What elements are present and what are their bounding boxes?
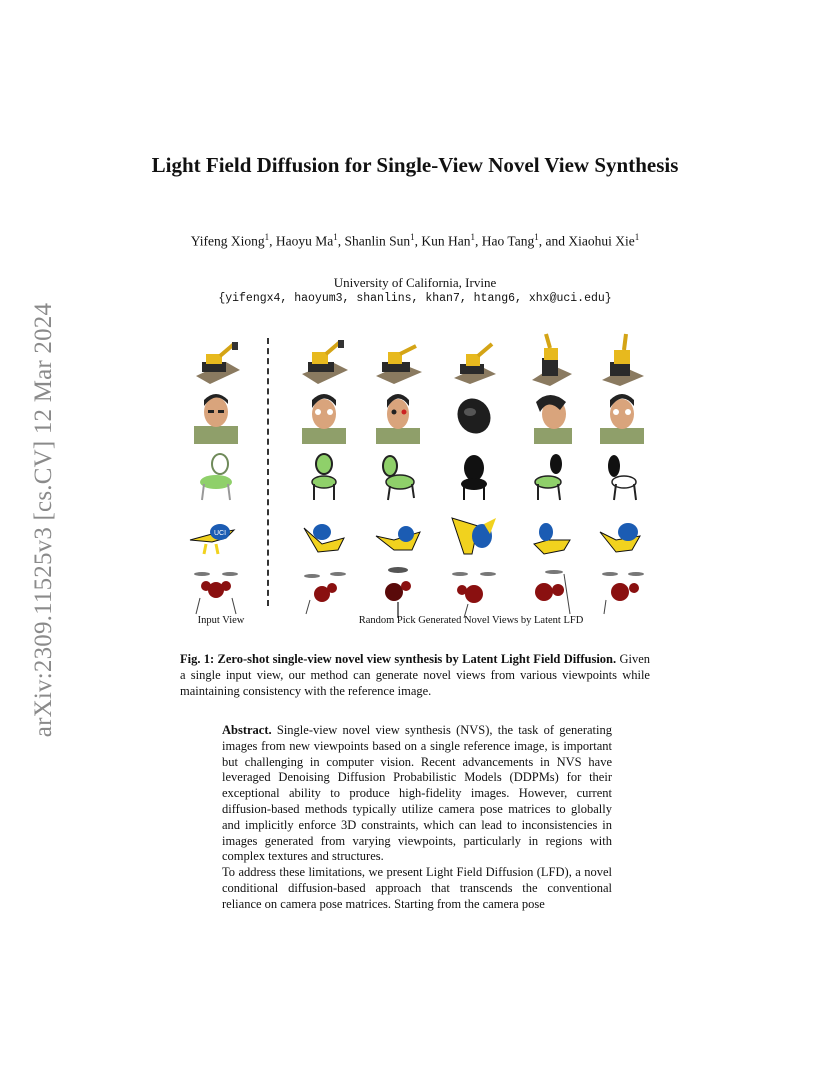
author-name: Xiaohui Xie xyxy=(568,233,635,249)
chair-view-image xyxy=(372,450,424,506)
abstract-text: To address these limitations, we present Light Field Diffusion (LFD), a novel conditional diffusion-based approach that transcends the conventional reliance on camera pose matrices. Starting from the camera pose xyxy=(222,865,612,911)
portrait-view-image xyxy=(298,388,350,444)
author-affil-mark: 1 xyxy=(410,232,415,242)
drums-view-image xyxy=(596,564,648,620)
figure-row-chair xyxy=(186,450,656,510)
portrait-view-image xyxy=(596,388,648,444)
figure-row-excavator xyxy=(186,332,656,392)
excavator-view-image xyxy=(596,332,648,388)
abstract-paragraph xyxy=(222,723,612,865)
logo-view-image xyxy=(298,510,350,566)
author-emails: {yifengx4, haoyum3, shanlins, khan7, htang6, xhx@uci.edu} xyxy=(218,292,612,305)
author-affil-mark: 1 xyxy=(634,232,640,242)
excavator-view-image xyxy=(448,332,500,388)
author-name: Shanlin Sun xyxy=(344,233,411,249)
chair-view-image xyxy=(596,450,648,506)
figure-row-logo xyxy=(186,510,656,570)
drums-view-image xyxy=(372,564,424,620)
logo-view-image xyxy=(524,510,576,566)
figure-label-input: Input View xyxy=(197,615,245,626)
figure-label-generated: Random Pick Generated Novel Views by Latent LFD xyxy=(358,615,584,626)
drums-view-image xyxy=(298,564,350,620)
excavator-view-image xyxy=(524,332,576,388)
abstract-text: Single-view novel view synthesis (NVS), the task of generating images from new viewpoints based on a single reference image, is important but challenging in computer vision. Recent advancements in NVS have leveraged Denoising Diffusion Probabilistic Models (DDPMs) for their exceptional ability to produce high-fidelity images. However, current diffusion-based methods typically utilize camera pose matrices to globally and implicitly enforce 3D constraints, which can lead to inconsistencies in images generated from varying viewpoints, particularly in regions with complex textures and structures. xyxy=(222,723,613,864)
author-list: Yifeng Xiong$^1$, Haoyu Ma$^1$, Shanlin Sun$^1$, Kun Han$^1$, Hao Tang$^1$, and Xiaohui Xie$^1$ xyxy=(190,232,640,249)
logo-view-image xyxy=(596,510,648,566)
chair-view-image xyxy=(524,450,576,506)
paper-title: Light Field Diffusion for Single-View Novel View Synthesis xyxy=(151,153,679,177)
portrait-view-image xyxy=(372,388,424,444)
affiliation-block xyxy=(150,275,680,307)
caption-bold-text: Zero-shot single-view novel view synthesis by Latent Light Field Diffusion. xyxy=(217,652,617,666)
author-affil-mark: 1 xyxy=(470,232,476,242)
author-name: Hao Tang xyxy=(481,233,535,249)
arxiv-identifier xyxy=(23,280,65,760)
figure-row-portrait xyxy=(186,388,656,448)
logo-input-image xyxy=(186,510,238,566)
svg-text:UCI: UCI xyxy=(213,530,227,537)
affiliation: University of California, Irvine xyxy=(333,275,497,290)
portrait-view-image xyxy=(524,388,576,444)
figure-caption xyxy=(180,651,650,699)
excavator-view-image xyxy=(372,332,424,388)
excavator-input-image xyxy=(190,332,242,388)
caption-label: Fig. 1: xyxy=(180,652,215,666)
arxiv-id-text: arXiv:2309.11525v3 [cs.CV] 12 Mar 2024 xyxy=(30,302,57,738)
chair-view-image xyxy=(298,450,350,506)
abstract-section xyxy=(222,723,612,913)
drums-view-image xyxy=(524,564,576,620)
logo-view-image xyxy=(448,510,500,566)
logo-view-image xyxy=(372,510,424,566)
chair-input-image xyxy=(190,450,242,506)
teaser-figure xyxy=(186,330,656,630)
author-name: Kun Han xyxy=(421,233,471,249)
excavator-view-image xyxy=(298,332,350,388)
chair-view-image xyxy=(448,450,500,506)
author-connector: and xyxy=(545,233,565,249)
author-affil-mark: 1 xyxy=(264,232,270,242)
author-name: Yifeng Xiong xyxy=(190,233,265,249)
drums-input-image xyxy=(190,564,242,620)
author-name: Haoyu Ma xyxy=(275,233,334,249)
author-affil-mark: 1 xyxy=(534,232,539,242)
author-affil-mark: 1 xyxy=(333,232,338,242)
abstract-label: Abstract. xyxy=(222,723,272,737)
portrait-view-image xyxy=(448,388,500,444)
drums-view-image xyxy=(448,564,500,620)
abstract-paragraph xyxy=(222,865,612,912)
portrait-input-image xyxy=(190,388,242,444)
caption-text: Given a single input view, our method can generate novel views from various viewpoints while maintaining consistency with the reference image. xyxy=(180,652,651,698)
